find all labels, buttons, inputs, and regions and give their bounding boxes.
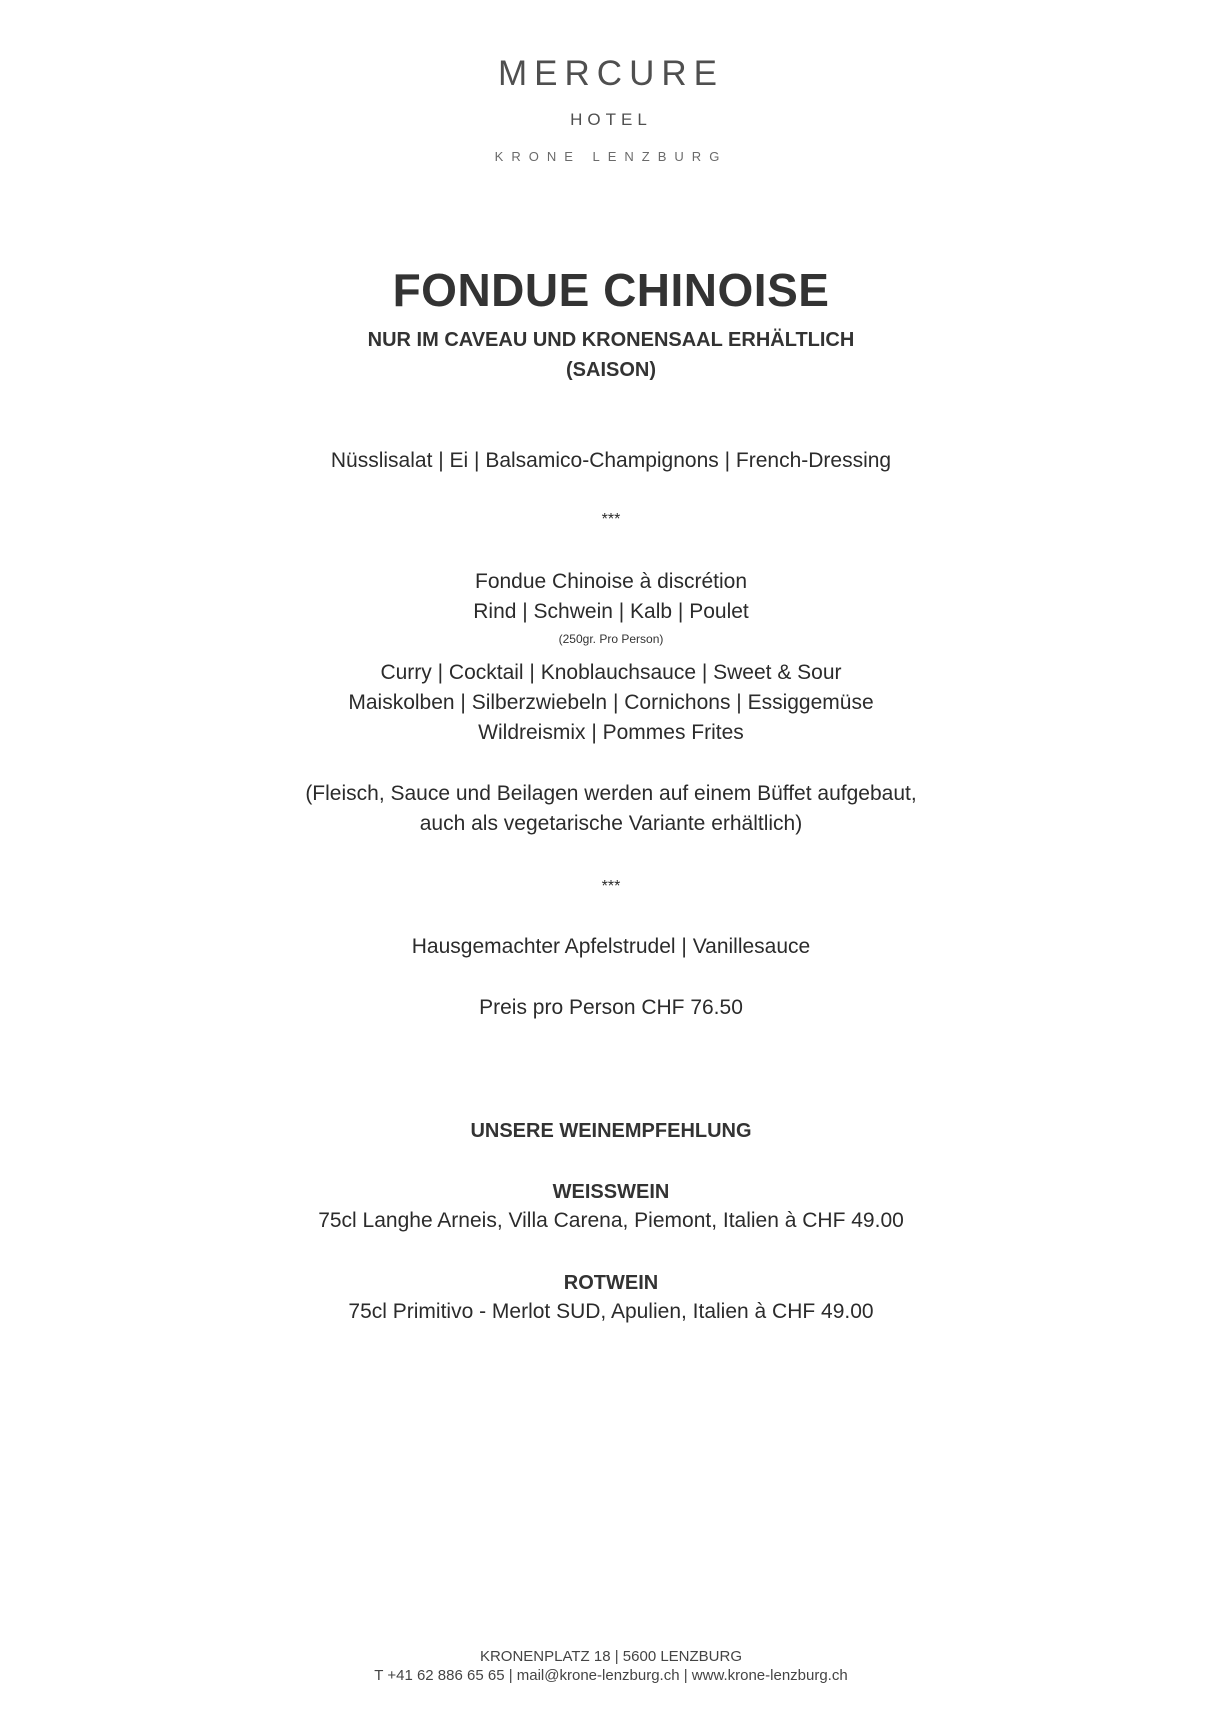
white-wine-heading: WEISSWEIN bbox=[552, 1181, 670, 1203]
buffet-note-line-1: (Fleisch, Sauce und Beilagen werden auf einem Büffet aufgebaut, bbox=[305, 782, 917, 805]
footer-address: KRONENPLATZ 18 | 5600 LENZBURG bbox=[479, 1648, 743, 1665]
price-line: Preis pro Person CHF 76.50 bbox=[479, 996, 743, 1019]
sides-line-2: Maiskolben | Silberzwiebeln | Cornichons | Essiggemüse bbox=[348, 691, 874, 714]
subtitle-line-2: (SAISON) bbox=[566, 359, 656, 381]
separator-2: *** bbox=[601, 878, 621, 895]
starter-line: Nüsslisalat | Ei | Balsamico-Champignons | French-Dressing bbox=[330, 449, 892, 472]
main-line-2: Rind | Schwein | Kalb | Poulet bbox=[473, 600, 749, 623]
sides-line-1: Curry | Cocktail | Knoblauchsauce | Sweet & Sour bbox=[380, 661, 842, 684]
page-title: FONDUE CHINOISE bbox=[392, 264, 830, 316]
logo-brand: MERCURE bbox=[498, 54, 724, 93]
footer-contact: T +41 62 886 65 65 | mail@krone-lenzburg.ch | www.krone-lenzburg.ch bbox=[374, 1667, 848, 1684]
subtitle-line-1: NUR IM CAVEAU UND KRONENSAAL ERHÄLTLICH bbox=[367, 329, 855, 351]
dessert-line: Hausgemachter Apfelstrudel | Vanillesauce bbox=[411, 935, 811, 958]
wine-heading: UNSERE WEINEMPFEHLUNG bbox=[470, 1120, 752, 1142]
red-wine-heading: ROTWEIN bbox=[563, 1272, 659, 1294]
portion-note: (250gr. Pro Person) bbox=[558, 632, 664, 646]
buffet-note-line-2: auch als vegetarische Variante erhältlich) bbox=[419, 812, 803, 835]
red-wine-line: 75cl Primitivo - Merlot SUD, Apulien, Italien à CHF 49.00 bbox=[348, 1300, 874, 1323]
logo-hotel: HOTEL bbox=[570, 110, 652, 129]
logo-location: KRONE LENZBURG bbox=[494, 149, 728, 164]
sides-line-3: Wildreismix | Pommes Frites bbox=[478, 721, 744, 744]
separator-1: *** bbox=[601, 511, 621, 528]
white-wine-line: 75cl Langhe Arneis, Villa Carena, Piemont, Italien à CHF 49.00 bbox=[318, 1209, 904, 1232]
main-line-1: Fondue Chinoise à discrétion bbox=[475, 570, 747, 593]
